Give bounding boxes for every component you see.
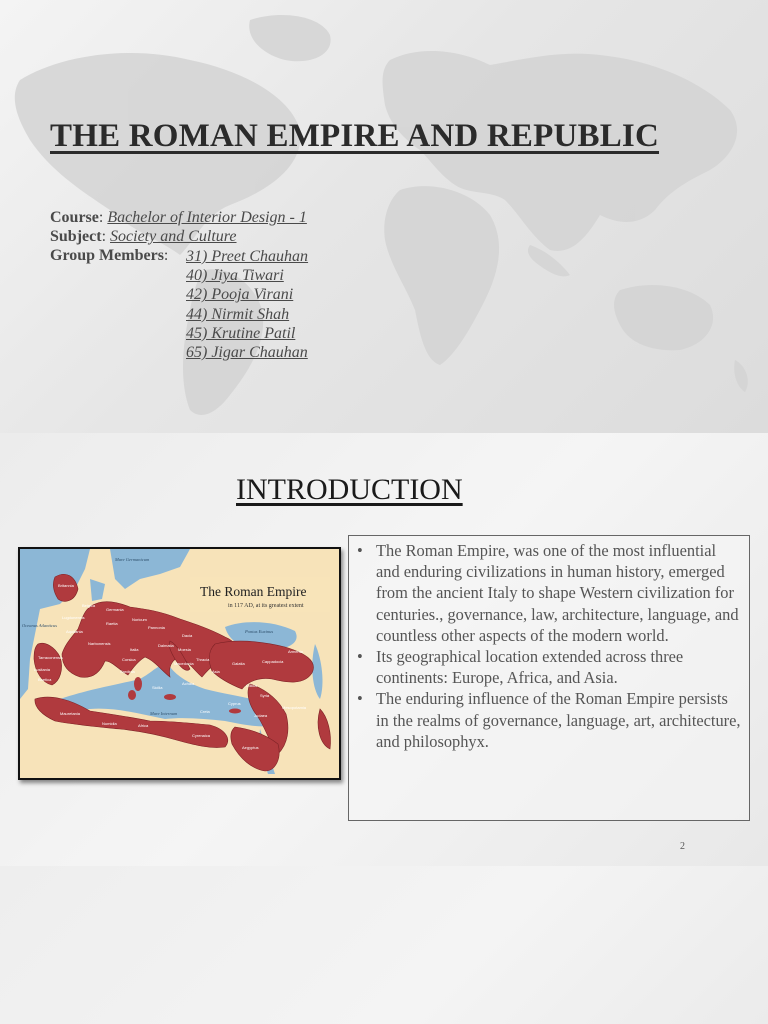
introduction-slide <box>0 433 768 866</box>
map-label: Dacia <box>182 633 193 638</box>
introduction-text-box <box>348 535 750 821</box>
subject-row: Subject: Society and Culture <box>50 228 237 245</box>
map-label: Dalmatia <box>158 643 174 648</box>
map-label: Sicilia <box>152 685 163 690</box>
map-label: Narbonensis <box>88 641 111 646</box>
subject-label: Subject <box>50 228 102 245</box>
map-label: Numidia <box>102 721 117 726</box>
member-item: 40) Jiya Tiwari <box>186 267 284 285</box>
map-label: Noricum <box>132 617 147 622</box>
bullet-item: • The enduring influence of the Roman Empire persists in the realms of governance, language, art, architecture, and philosophyx. <box>355 688 741 752</box>
map-label: Armenia <box>288 649 303 654</box>
map-label: Asia <box>212 669 220 674</box>
map-label: Syria <box>260 693 270 698</box>
map-label: Thracia <box>196 657 210 662</box>
roman-empire-map-graphic <box>20 549 335 774</box>
roman-empire-map <box>18 547 341 780</box>
map-subtitle: in 117 AD, at its greatest extent <box>228 603 304 609</box>
member-item: 45) Krutine Patil <box>186 324 296 342</box>
map-label: Aegyptus <box>242 745 259 750</box>
title-slide <box>0 0 768 433</box>
map-label: Lusitania <box>34 667 51 672</box>
map-label: Raetia <box>106 621 118 626</box>
bullet-item: • The Roman Empire, was one of the most influential and enduring civilizations in human history, emerged from the ancient Italy to shape Western civilization for centuries., governance, law, architecture, language, and countless other aspects of the modern world. <box>355 540 741 646</box>
map-label: Tarraconensis <box>38 655 63 660</box>
map-label: Creta <box>200 709 210 714</box>
members-label: Group Members <box>50 247 164 264</box>
map-label: Mauretania <box>60 711 81 716</box>
map-sea-label: Pontus Euxinus <box>245 629 274 634</box>
bullet-item: • Its geographical location extended across three continents: Europe, Africa, and Asia. <box>355 646 741 688</box>
map-label: Belgica <box>82 603 96 608</box>
members-row: Group Members: <box>50 247 169 264</box>
member-item: 31) Preet Chauhan <box>186 248 309 265</box>
course-row: Course: Bachelor of Interior Design - 1 <box>50 209 307 226</box>
page-number: 2 <box>680 841 685 852</box>
map-label: Cyprus <box>228 701 241 706</box>
presentation-title: THE ROMAN EMPIRE AND REPUBLIC <box>50 118 660 154</box>
subject-value: Society and Culture <box>110 228 237 245</box>
member-item: 44) Nirmit Shah <box>186 305 290 323</box>
map-label: Cilicia <box>246 683 257 688</box>
map-label: Sardinia <box>120 669 135 674</box>
map-label: Mesopotamia <box>282 705 307 710</box>
map-label: Achaia <box>182 681 195 686</box>
map-label: Cyrenaica <box>192 733 211 738</box>
map-sea-label: Oceanus Atlanticus <box>22 623 58 628</box>
map-label: Corsica <box>122 657 136 662</box>
map-label: Britannia <box>58 583 74 588</box>
next-slide-partial <box>0 866 768 1024</box>
course-label: Course <box>50 209 99 226</box>
map-sea-label: Mare Internum <box>150 711 178 716</box>
map-label: Galatia <box>232 661 245 666</box>
map-sea-label: Mare Germanicum <box>115 557 150 562</box>
introduction-heading: INTRODUCTION <box>236 473 463 506</box>
member-item: 65) Jigar Chauhan <box>186 344 308 362</box>
map-label: Africa <box>138 723 149 728</box>
map-label: Moesia <box>178 647 191 652</box>
map-label: Germania <box>106 607 124 612</box>
map-title: The Roman Empire <box>200 584 307 599</box>
map-label: Judaea <box>254 713 268 718</box>
map-label: Italia <box>130 647 139 652</box>
map-label: Baetica <box>38 677 52 682</box>
map-label: Lugdunensis <box>62 615 85 620</box>
member-item: 42) Pooja Virani <box>186 286 294 304</box>
introduction-bullets <box>355 540 741 752</box>
map-label: Macedonia <box>174 661 194 666</box>
map-label: Pannonia <box>148 625 165 630</box>
group-members-list <box>186 247 308 362</box>
map-label: Aquitania <box>66 629 83 634</box>
course-value: Bachelor of Interior Design - 1 <box>107 209 307 226</box>
map-label: Cappadocia <box>262 659 284 664</box>
